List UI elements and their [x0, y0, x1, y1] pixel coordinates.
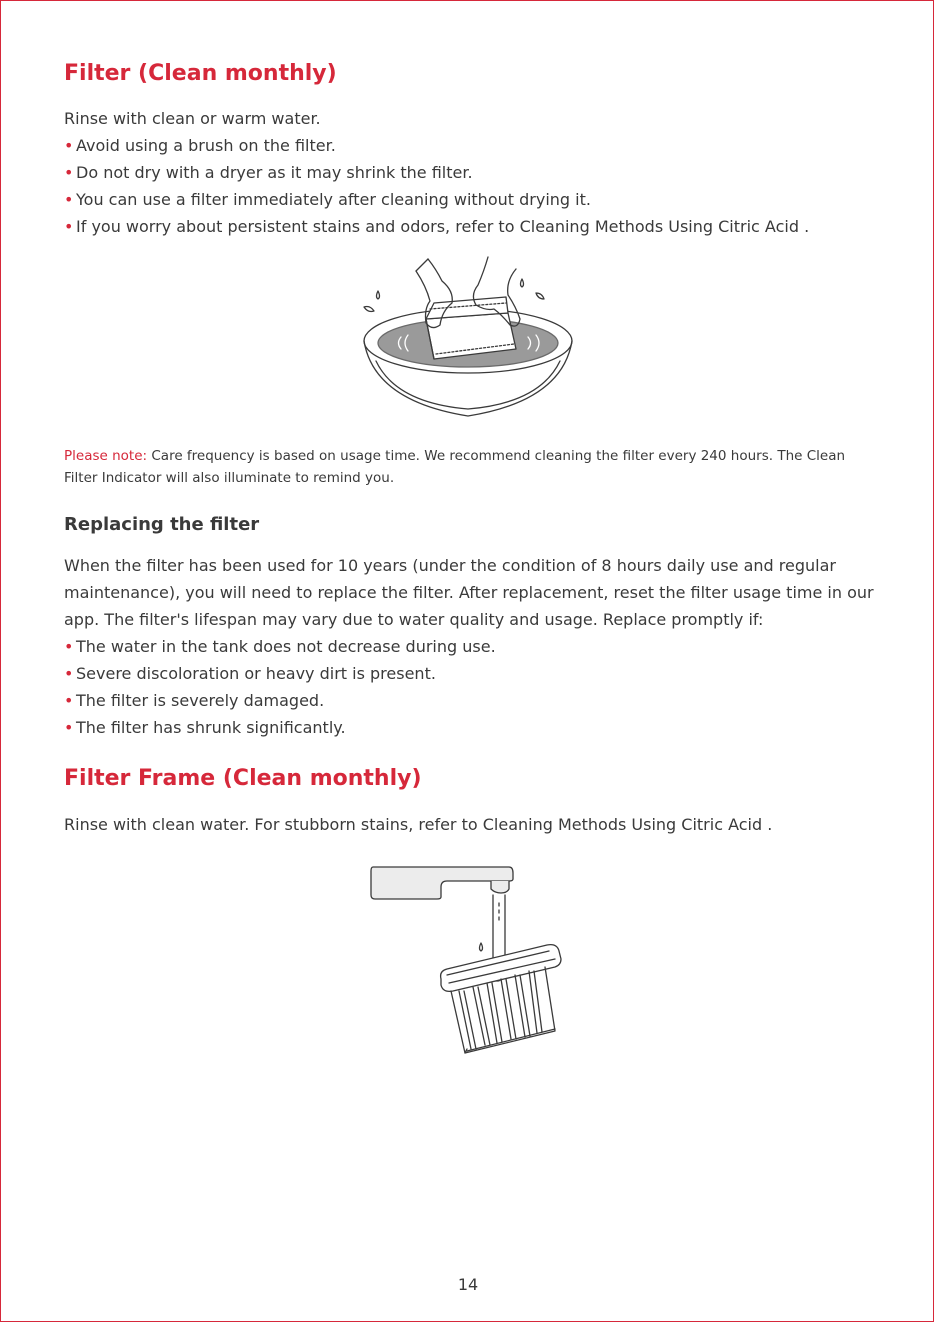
filter-intro: Rinse with clean or warm water.	[64, 109, 321, 128]
bullet-dot-icon: •	[64, 217, 74, 236]
bullet-dot-icon: •	[64, 190, 74, 209]
replacing-paragraph: When the filter has been used for 10 years (under the condition of 8 hours daily use and regular maintenance), you will need to replace the filter. After replacement, reset the filter usage time in our app. The filter's lifespan may vary due to water quality and usage. Replace promptly if:	[64, 556, 874, 629]
filter-section-title: Filter (Clean monthly)	[64, 61, 337, 86]
bullet-dot-icon: •	[64, 136, 74, 155]
bullet-dot-icon: •	[64, 664, 74, 683]
list-item: • Do not dry with a dryer as it may shrink the filter.	[64, 159, 809, 186]
bullet-dot-icon: •	[64, 691, 74, 710]
list-item: • Avoid using a brush on the filter.	[64, 132, 809, 159]
bullet-dot-icon: •	[64, 163, 74, 182]
page-number: 14	[457, 1275, 479, 1294]
rinsing-frame-illustration	[369, 863, 569, 1058]
filter-bullet-list	[64, 132, 809, 240]
please-note	[64, 445, 879, 489]
bullet-dot-icon: •	[64, 637, 74, 656]
list-item: • The water in the tank does not decrease during use.	[64, 633, 496, 660]
replacing-section-title: Replacing the filter	[64, 514, 260, 535]
list-item: • Severe discoloration or heavy dirt is present.	[64, 660, 496, 687]
note-text: Care frequency is based on usage time. We recommend cleaning the filter every 240 hours. The Clean Filter Indicator will also illuminate to remind you.	[64, 448, 846, 486]
list-item: • You can use a filter immediately after cleaning without drying it.	[64, 186, 809, 213]
frame-section-title: Filter Frame (Clean monthly)	[64, 766, 422, 791]
list-item: • The filter is severely damaged.	[64, 687, 496, 714]
frame-text: Rinse with clean water. For stubborn stains, refer to Cleaning Methods Using Citric Acid .	[64, 815, 773, 834]
bullet-dot-icon: •	[64, 718, 74, 737]
note-label: Please note:	[64, 448, 148, 464]
list-item: • If you worry about persistent stains and odors, refer to Cleaning Methods Using Citric Acid .	[64, 213, 809, 240]
replacing-bullet-list	[64, 633, 496, 741]
list-item: • The filter has shrunk significantly.	[64, 714, 496, 741]
washing-filter-illustration	[356, 251, 586, 426]
